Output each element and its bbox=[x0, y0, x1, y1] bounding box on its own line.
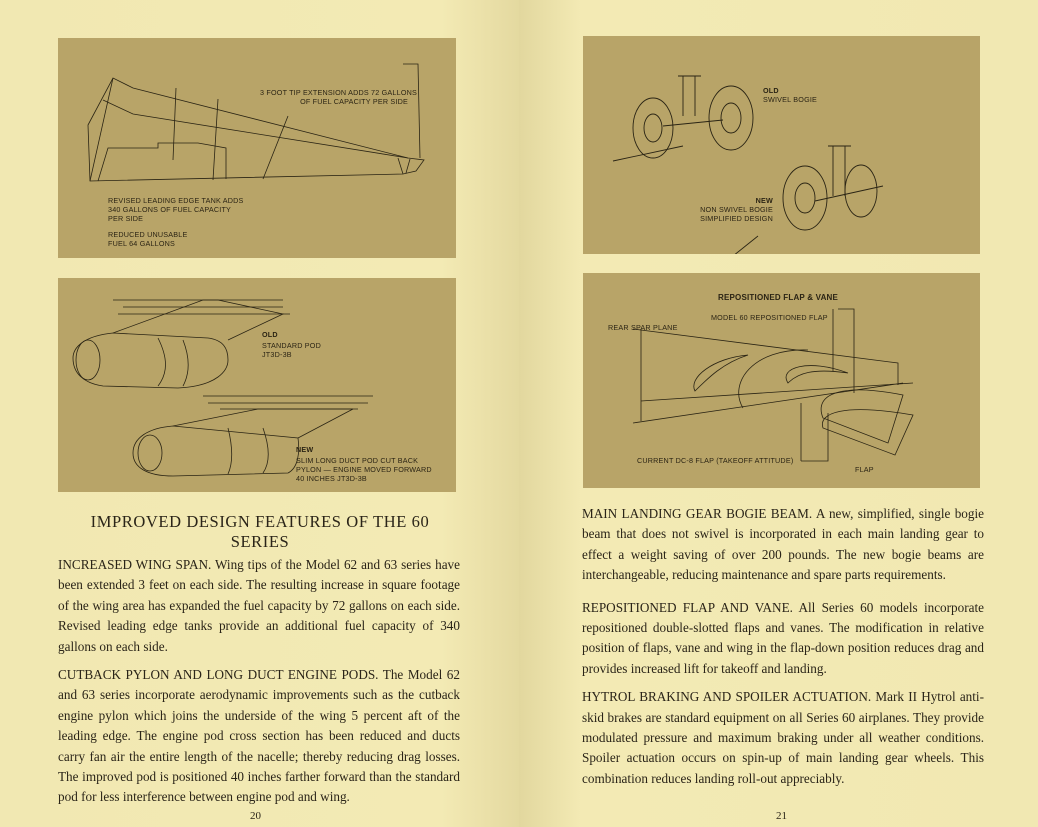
title-text: REPOSITIONED FLAP & VANE bbox=[718, 293, 839, 302]
page-number: 20 bbox=[250, 810, 261, 822]
label-line: 340 GALLONS OF FUEL CAPACITY bbox=[108, 205, 232, 214]
bogie-beam-figure bbox=[583, 36, 980, 254]
label-line: FUEL 64 GALLONS bbox=[108, 239, 176, 248]
old-title: OLD bbox=[262, 330, 278, 339]
wing-illustration bbox=[58, 38, 456, 258]
left-body-text bbox=[58, 555, 460, 816]
old-pod-label bbox=[262, 330, 321, 359]
right-page bbox=[519, 0, 1038, 827]
label-line: REDUCED UNUSABLE bbox=[108, 230, 188, 239]
label-line: REVISED LEADING EDGE TANK ADDS bbox=[108, 196, 244, 205]
label-line: STANDARD POD bbox=[262, 341, 321, 350]
label-line: SIMPLIFIED DESIGN bbox=[700, 214, 773, 223]
label-line: JT3D-3B bbox=[262, 350, 292, 359]
leading-edge-tank-label bbox=[108, 196, 244, 223]
wing-tip-extension-figure bbox=[58, 38, 456, 258]
page-number: 21 bbox=[776, 810, 787, 822]
new-title: NEW bbox=[755, 196, 773, 205]
label-line: PER SIDE bbox=[108, 214, 144, 223]
old-title: OLD bbox=[763, 86, 779, 95]
paragraph-flap-vane: REPOSITIONED FLAP AND VANE. All Series 60 models incorporate repositioned double-slotted flaps and vanes. The modification in relative position of flaps, vane and wing in the flap-down position reduces drag and provides increased lift for takeoff and landing. bbox=[582, 599, 984, 676]
label-line: PYLON — ENGINE MOVED FORWARD bbox=[296, 465, 432, 474]
label-line: 40 INCHES JT3D-3B bbox=[296, 474, 367, 483]
label-line: OF FUEL CAPACITY PER SIDE bbox=[300, 97, 408, 106]
new-bogie-label bbox=[643, 196, 773, 223]
tip-extension-label bbox=[260, 88, 417, 106]
new-title: NEW bbox=[296, 445, 314, 454]
paragraph-bogie-beam: MAIN LANDING GEAR BOGIE BEAM. A new, simplified, single bogie beam that does not swivel is incorporated in each main landing gear to effect a weight saving of over 200 pounds. The new bogie beams are interchangeable, reducing maintenance and spare parts requirements. bbox=[582, 506, 984, 583]
flap-figure-title bbox=[718, 293, 838, 302]
new-pod-label bbox=[296, 445, 432, 483]
engine-pod-figure bbox=[58, 278, 456, 492]
paragraph-wing-span: INCREASED WING SPAN. Wing tips of the Model 62 and 63 series have been extended 3 feet on each side. The resulting increase in square footage of the wing area has expanded the fuel capacity by 72 gallons on each side. Revised leading edge tanks provide an additional fuel capacity of 340 gallons on each side. bbox=[58, 557, 460, 654]
current-flap-label: CURRENT DC-8 FLAP (TAKEOFF ATTITUDE) bbox=[637, 456, 794, 465]
model60-flap-label: MODEL 60 REPOSITIONED FLAP bbox=[711, 313, 828, 322]
label-line: NON SWIVEL BOGIE bbox=[700, 205, 773, 214]
label-line: SWIVEL BOGIE bbox=[763, 95, 818, 104]
paragraph-engine-pods: CUTBACK PYLON AND LONG DUCT ENGINE PODS. The Model 62 and 63 series incorporate aerodynamic improvements such as the cutback engine pylon which joins the underside of the wing 5 percent aft of the leading edge. The engine pod cross section has been reduced and ducts carry fan air the entire length of the nacelle; thereby reducing drag losses. The improved pod is positioned 40 inches farther forward than the standard pod for less interference between engine pod and wing. bbox=[58, 667, 460, 805]
flap-vane-figure bbox=[583, 273, 980, 488]
paragraph-hytrol-braking: HYTROL BRAKING AND SPOILER ACTUATION. Mark II Hytrol anti-skid brakes are standard equipment on all Series 60 airplanes. They provide modulated pressure and maximum braking under all weather conditions. Spoiler actuation occurs on spin-up of main landing gear wheels. This combination reduces landing roll-out appreciably. bbox=[582, 689, 984, 786]
label-line: 3 FOOT TIP EXTENSION ADDS 72 GALLONS bbox=[260, 88, 417, 97]
old-bogie-label bbox=[763, 86, 817, 104]
flap-label: FLAP bbox=[855, 465, 874, 474]
label-line: SLIM LONG DUCT POD CUT BACK bbox=[296, 456, 419, 465]
rear-spar-label: REAR SPAR PLANE bbox=[608, 323, 678, 332]
section-heading: IMPROVED DESIGN FEATURES OF THE 60 SERIES bbox=[90, 512, 430, 551]
right-body-text bbox=[582, 504, 984, 797]
unusable-fuel-label bbox=[108, 230, 187, 248]
